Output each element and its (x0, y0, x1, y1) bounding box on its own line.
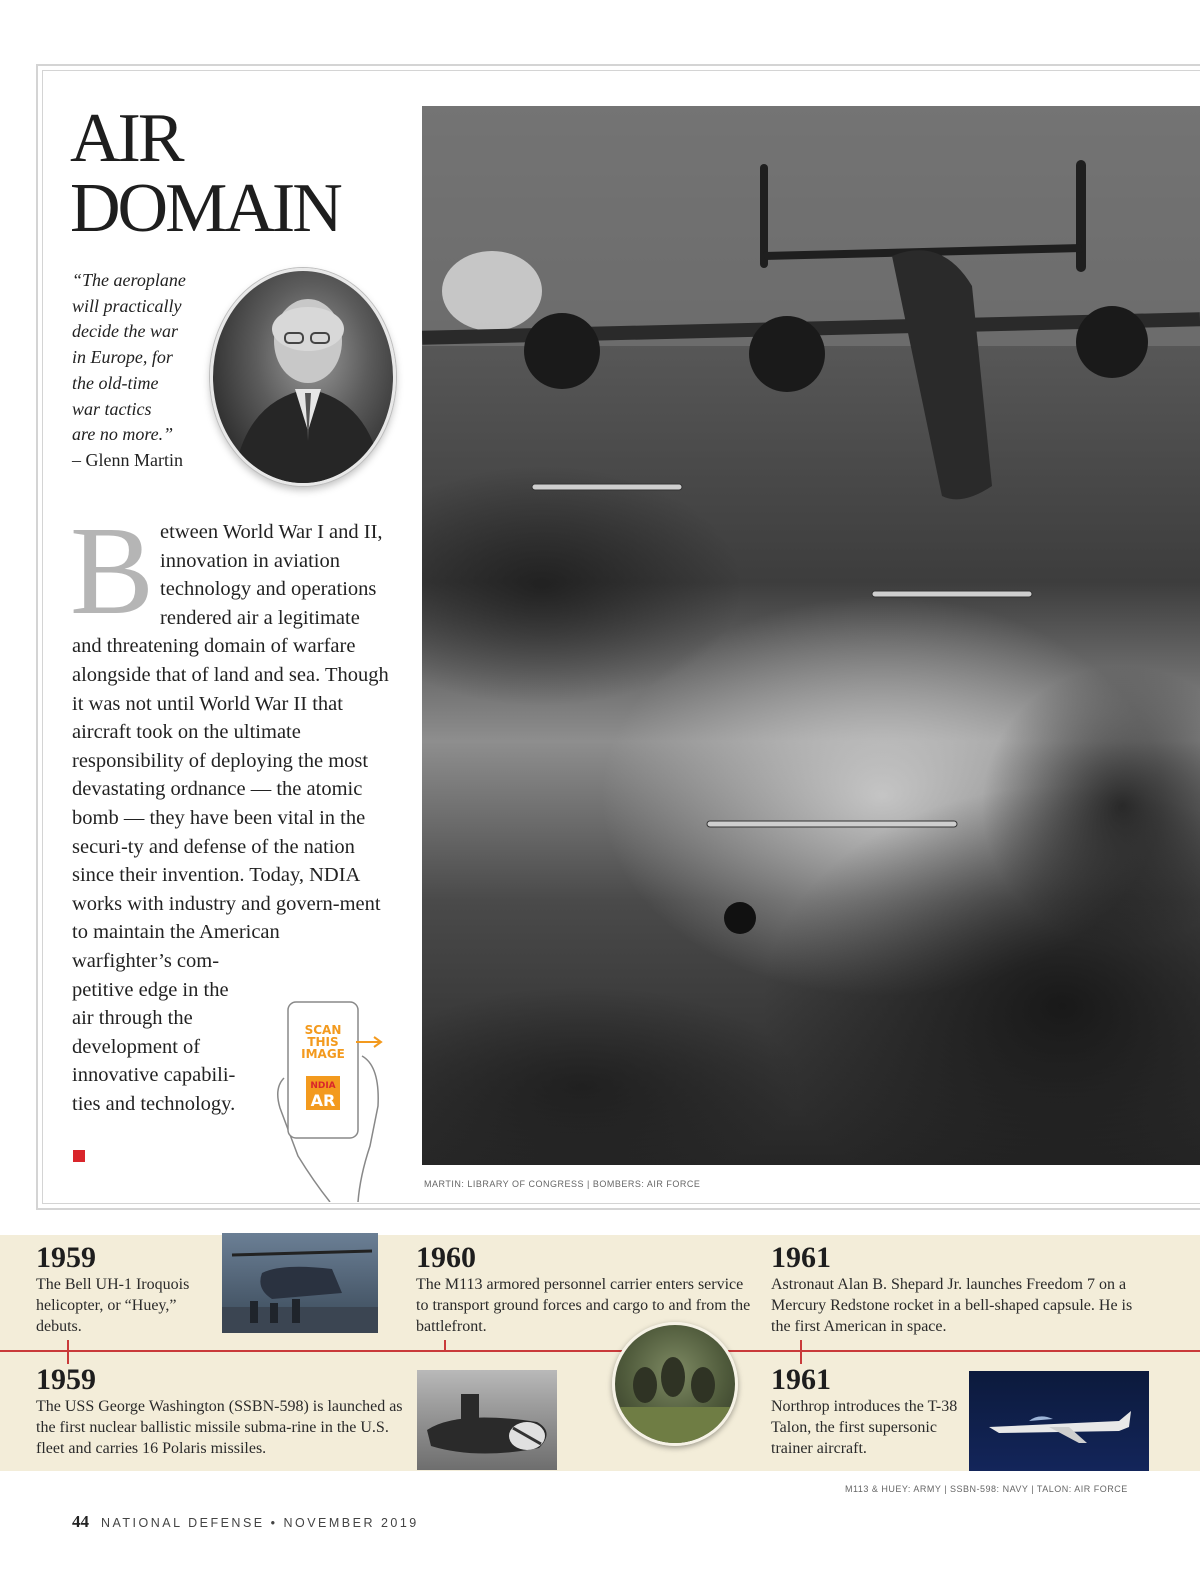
glenn-martin-portrait (210, 268, 396, 486)
logo-top-text: NDIA (310, 1081, 336, 1091)
logo-bottom-text: AR (310, 1091, 336, 1110)
timeline-credit: M113 & HUEY: ARMY | SSBN-598: NAVY | TALON: AIR FORCE (845, 1484, 1128, 1494)
page-number: 44 (72, 1512, 89, 1531)
bombers-hero-photo (422, 106, 1200, 1165)
scan-line-1: SCAN (304, 1023, 342, 1037)
page-footer (72, 1512, 419, 1532)
bombers-illustration (422, 106, 1200, 1165)
timeline-event-text: Astronaut Alan B. Shepard Jr. launches Freedom 7 on a Mercury Redstone rocket in a bell-shaped capsule. He is the first American in space. (771, 1276, 1133, 1335)
photo-credit: MARTIN: LIBRARY OF CONGRESS | BOMBERS: AIR FORCE (424, 1179, 701, 1189)
t38-illustration (969, 1371, 1149, 1471)
m113-soldiers-photo (612, 1322, 738, 1446)
timeline-year: 1961 (771, 1363, 831, 1396)
timeline-tick (444, 1340, 446, 1352)
uss-george-washington-photo (417, 1370, 557, 1470)
page-title (70, 100, 340, 247)
timeline-event-text: The USS George Washington (SSBN-598) is launched as the first nuclear ballistic missile subma-rine in the U.S. fleet and carries 16 Polaris missiles. (36, 1398, 403, 1457)
timeline-year: 1959 (36, 1241, 96, 1274)
body-paragraph: etween World War I and II, innovation in aviation technology and operations rendered air a legitimate and threatening domain of warfare alongside that of land and sea. Though it was not until World War II that aircraft took on the ultimate responsibility of deploying the most devastating ordnance — the atomic bomb — they have been vital in the securi-ty and defense of the nation since their invention. Today, NDIA works with industry and govern-ment to maintain the American (72, 521, 389, 944)
end-mark (73, 1150, 85, 1162)
timeline-year: 1959 (36, 1363, 96, 1396)
arrow-right-icon (356, 1037, 381, 1047)
drop-cap: B (70, 502, 155, 641)
submarine-illustration (417, 1370, 557, 1470)
timeline-line (0, 1350, 1200, 1352)
quote-text: “The aeroplane will practically decide the war in Europe, for the old-time war tactics are no more.” (72, 270, 186, 445)
timeline-event-text: The Bell UH-1 Iroquois helicopter, or “Huey,” debuts. (36, 1276, 190, 1335)
timeline-event-text: The M113 armored personnel carrier enters service to transport ground forces and cargo to and from the battlefront. (416, 1276, 751, 1335)
scan-line-2: THIS (307, 1035, 339, 1049)
t38-talon-photo (969, 1371, 1149, 1471)
timeline-tick (800, 1340, 802, 1352)
timeline-event-text: Northrop introduces the T-38 Talon, the first supersonic trainer aircraft. (771, 1398, 958, 1457)
timeline-year: 1960 (416, 1241, 476, 1274)
portrait-illustration (213, 271, 393, 483)
pull-quote (72, 268, 212, 474)
huey-illustration (222, 1233, 378, 1333)
title-line-2: DOMAIN (70, 170, 340, 247)
body-paragraph-narrow: warfighter’s com-petitive edge in the air through the development of innovative capabili-ties and technology. (72, 949, 236, 1115)
publication-line: NATIONAL DEFENSE • NOVEMBER 2019 (100, 1516, 419, 1530)
quote-attribution: – Glenn Martin (72, 449, 183, 470)
m113-illustration (615, 1325, 735, 1443)
scan-line-3: IMAGE (301, 1047, 345, 1061)
timeline-year: 1961 (771, 1241, 831, 1274)
timeline-tick (67, 1340, 69, 1352)
title-line-1: AIR (70, 100, 182, 177)
scan-this-image-badge[interactable] (270, 996, 390, 1202)
huey-helicopter-photo (222, 1233, 378, 1333)
